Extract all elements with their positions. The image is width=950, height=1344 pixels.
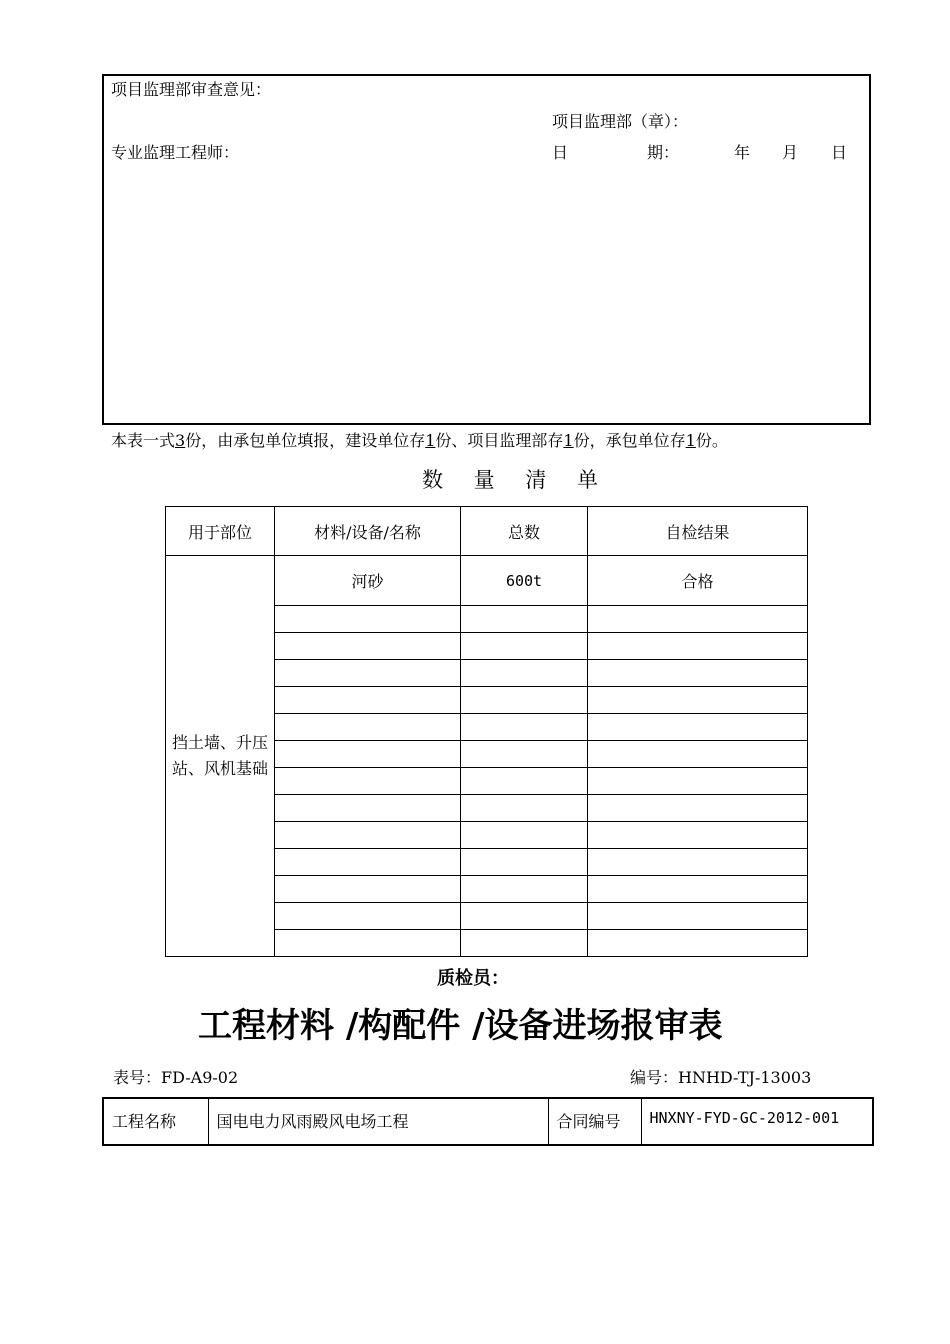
copies-supervisor: 1 <box>563 431 574 450</box>
empty-cell <box>461 822 588 849</box>
location-cell: 挡土墙、升压站、风机基础 <box>166 556 275 957</box>
empty-cell <box>588 741 808 768</box>
empty-cell <box>461 903 588 930</box>
form-title: 工程材料 /构配件 /设备进场报审表 <box>198 1006 723 1046</box>
empty-cell <box>461 687 588 714</box>
header-total: 总数 <box>461 507 588 556</box>
empty-cell <box>461 849 588 876</box>
empty-cell <box>588 606 808 633</box>
qty-table <box>165 506 808 957</box>
form-no: 表号：FD-A9-02 <box>113 1068 239 1087</box>
empty-cell <box>461 741 588 768</box>
date-month: 月 <box>782 143 799 162</box>
row-total: 600t <box>461 556 588 606</box>
empty-cell <box>588 768 808 795</box>
empty-cell <box>461 930 588 957</box>
empty-cell <box>275 930 461 957</box>
empty-cell <box>275 660 461 687</box>
empty-cell <box>588 903 808 930</box>
serial-no: 编号：HNHD-TJ-13003 <box>630 1068 812 1087</box>
empty-cell <box>275 768 461 795</box>
copies-total: 3 <box>175 431 186 450</box>
empty-cell <box>461 606 588 633</box>
empty-cell <box>275 741 461 768</box>
header-location: 用于部位 <box>166 507 275 556</box>
table-row <box>166 556 808 606</box>
empty-cell <box>588 849 808 876</box>
empty-cell <box>588 876 808 903</box>
empty-cell <box>588 660 808 687</box>
empty-cell <box>588 822 808 849</box>
review-opinion-box <box>102 74 871 425</box>
empty-cell <box>275 687 461 714</box>
empty-cell <box>588 633 808 660</box>
copies-contractor: 1 <box>685 431 696 450</box>
empty-cell <box>461 795 588 822</box>
empty-cell <box>275 795 461 822</box>
empty-cell <box>461 660 588 687</box>
empty-cell <box>275 822 461 849</box>
header-material: 材料/设备/名称 <box>275 507 461 556</box>
project-name-label: 工程名称 <box>103 1098 208 1145</box>
inspector-label: 质检员： <box>437 968 509 989</box>
empty-cell <box>275 876 461 903</box>
contract-no-label: 合同编号 <box>548 1098 641 1145</box>
empty-cell <box>275 903 461 930</box>
date-label-ri: 日 <box>552 143 569 162</box>
empty-cell <box>588 930 808 957</box>
empty-cell <box>275 849 461 876</box>
row-material: 河砂 <box>275 556 461 606</box>
empty-cell <box>275 714 461 741</box>
contract-no-value: HNXNY-FYD-GC-2012-001 <box>641 1098 873 1145</box>
qty-header-row <box>166 507 808 556</box>
empty-cell <box>461 876 588 903</box>
row-result: 合格 <box>588 556 808 606</box>
qty-list-heading: 数 量 清 单 <box>422 468 611 492</box>
empty-cell <box>588 795 808 822</box>
date-label-qi: 期： <box>647 143 680 162</box>
project-info-table <box>102 1097 874 1146</box>
project-name-value: 国电电力风雨殿风电场工程 <box>208 1098 548 1145</box>
empty-cell <box>461 714 588 741</box>
empty-cell <box>461 768 588 795</box>
header-result: 自检结果 <box>588 507 808 556</box>
empty-cell <box>275 633 461 660</box>
review-opinion-label: 项目监理部审查意见： <box>111 80 272 99</box>
engineer-label: 专业监理工程师： <box>111 143 240 162</box>
empty-cell <box>588 687 808 714</box>
empty-cell <box>588 714 808 741</box>
empty-cell <box>461 633 588 660</box>
date-year: 年 <box>734 143 751 162</box>
empty-cell <box>275 606 461 633</box>
copies-owner: 1 <box>425 431 436 450</box>
dept-seal-label: 项目监理部（章）： <box>552 112 689 131</box>
copies-note: 本表一式3份，由承包单位填报，建设单位存1份、项目监理部存1份，承包单位存1份。 <box>111 431 728 450</box>
date-day: 日 <box>831 143 848 162</box>
